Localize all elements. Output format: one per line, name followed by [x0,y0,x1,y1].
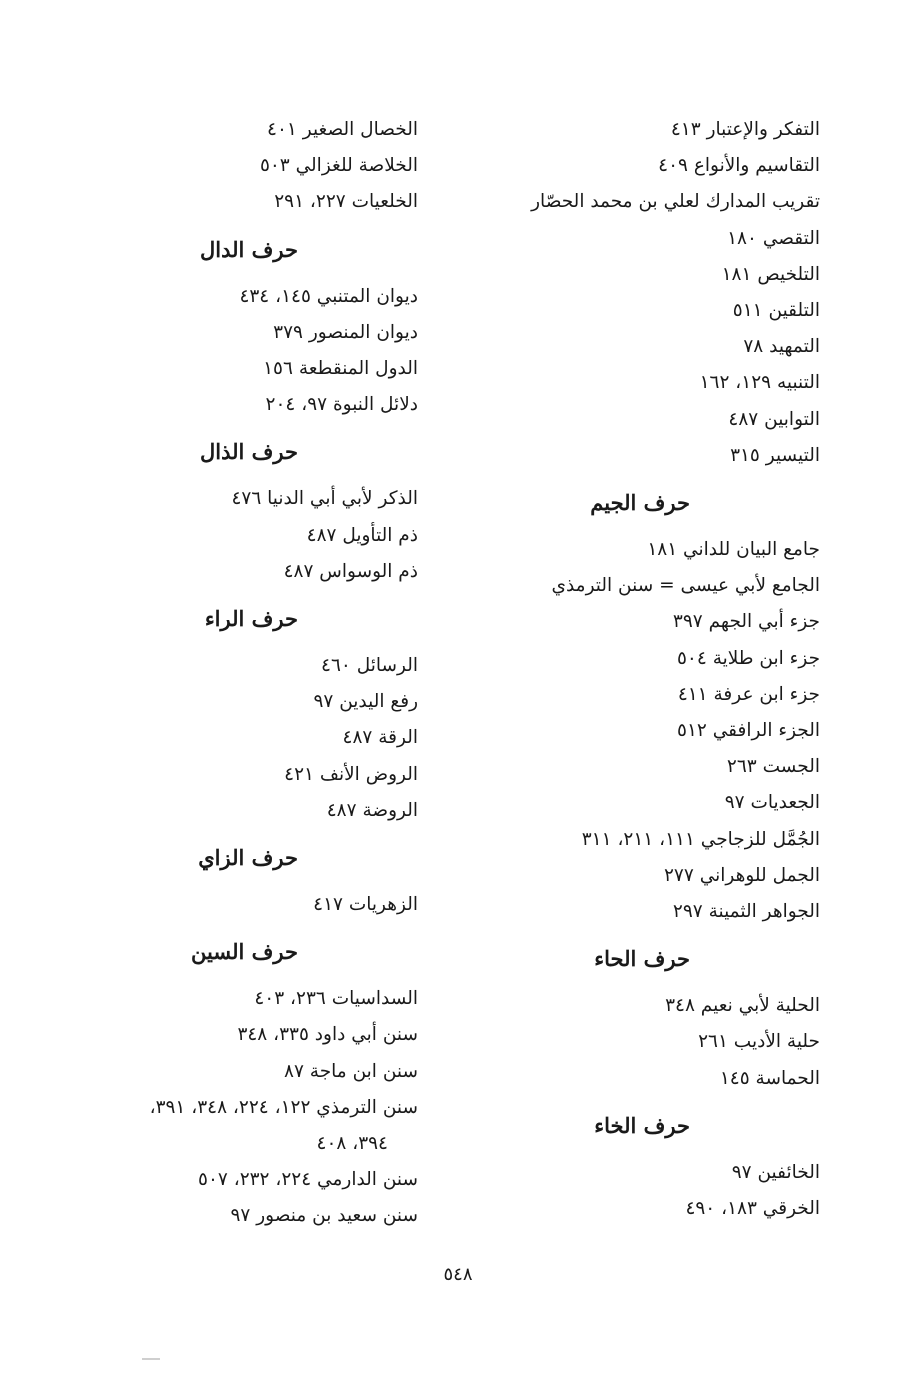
index-entry: الخصال الصغير ٤٠١ [267,119,418,140]
index-entry: الذكر لأبي أبي الدنيا ٤٧٦ [231,488,418,510]
index-entry: الروضة ٤٨٧ [326,799,418,821]
index-entry: ٣٩٤، ٤٠٨ [316,1133,388,1155]
index-entry: الحلية لأبي نعيم ٣٤٨ [665,995,820,1017]
index-entry: التلقين ٥١١ [732,300,820,322]
letter-heading: حرف الزاي [198,845,298,871]
index-entry: الخلاصة للغزالي ٥٠٣ [259,155,418,177]
index-entry: الجزء الرافقي ٥١٢ [677,720,820,742]
letter-heading: حرف الجيم [590,490,690,516]
index-entry: سنن ابن ماجة ٨٧ [284,1060,418,1082]
index-entry: الحماسة ١٤٥ [719,1067,820,1089]
index-column-right [420,112,820,1227]
index-entry: الزهريات ٤١٧ [313,894,418,916]
index-entry: الجُمَّل للزجاجي ١١١، ٢١١، ٣١١ [581,828,820,850]
letter-heading: حرف السين [191,939,298,965]
scan-mark [142,1358,160,1360]
letter-heading: حرف الحاء [594,946,690,972]
index-entry: ذم الوسواس ٤٨٧ [283,560,418,582]
letter-heading: حرف الراء [204,606,298,632]
index-entry: الخائفين ٩٧ [731,1161,820,1183]
page-number: ٥٤٨ [443,1264,473,1285]
index-entry: التنبيه ١٢٩، ١٦٢ [699,372,820,394]
index-entry: الدول المنقطعة ١٥٦ [263,358,418,380]
index-entry: سنن سعيد بن منصور ٩٧ [230,1205,418,1227]
letter-heading: حرف الخاء [594,1112,690,1138]
index-column-left [38,112,418,1235]
index-entry: ديوان المنصور ٣٧٩ [273,321,418,343]
index-entry: سنن الترمذي ١٢٢، ٢٢٤، ٣٤٨، ٣٩١، [149,1096,418,1118]
index-entry: السداسيات ٢٣٦، ٤٠٣ [254,988,418,1010]
index-entry: جزء أبي الجهم ٣٩٧ [672,611,820,633]
index-entry: جزء ابن طلاية ٥٠٤ [677,647,820,669]
index-entry: سنن الدارمي ٢٢٤، ٢٣٢، ٥٠٧ [198,1169,418,1191]
index-entry: الخرقي ١٨٣، ٤٩٠ [685,1198,820,1220]
index-entry: التيسير ٣١٥ [730,444,820,466]
index-entry: التقاسيم والأنواع ٤٠٩ [658,155,820,177]
index-entry: ذم التأويل ٤٨٧ [306,524,418,546]
index-entry: تقريب المدارك لعلي بن محمد الحصّار [531,191,820,213]
index-entry: ديوان المتنبي ١٤٥، ٤٣٤ [239,285,418,307]
index-entry: الرسائل ٤٦٠ [321,655,418,677]
index-entry: الجمل للوهراني ٢٧٧ [664,864,820,886]
index-entry: التفكر والإعتبار ٤١٣ [670,119,820,140]
index-entry: التلخيص ١٨١ [721,263,820,285]
index-entry: جزء ابن عرفة ٤١١ [677,683,820,705]
index-entry: الجواهر الثمينة ٢٩٧ [672,901,820,923]
index-entry: التمهيد ٧٨ [743,336,820,358]
index-entry: الجعديات ٩٧ [724,792,820,814]
index-entry: الرقة ٤٨٧ [342,727,418,749]
index-entry: رفع اليدين ٩٧ [313,691,418,713]
index-entry: الخلعيات ٢٢٧، ٢٩١ [274,191,418,213]
index-entry: الجامع لأبي عيسى = سنن الترمذي [551,575,820,597]
index-entry: دلائل النبوة ٩٧، ٢٠٤ [265,394,418,416]
letter-heading: حرف الذال [200,439,298,465]
index-entry: التقصي ١٨٠ [727,227,820,249]
letter-heading: حرف الدال [200,236,298,262]
index-entry: جامع البيان للداني ١٨١ [647,539,820,561]
index-entry: سنن أبي داود ٣٣٥، ٣٤٨ [237,1024,418,1046]
index-entry: الروض الأنف ٤٢١ [284,763,418,785]
index-entry: الجست ٢٦٣ [726,756,820,778]
index-entry: حلية الأديب ٢٦١ [698,1031,820,1053]
index-entry: التوابين ٤٨٧ [728,408,820,430]
